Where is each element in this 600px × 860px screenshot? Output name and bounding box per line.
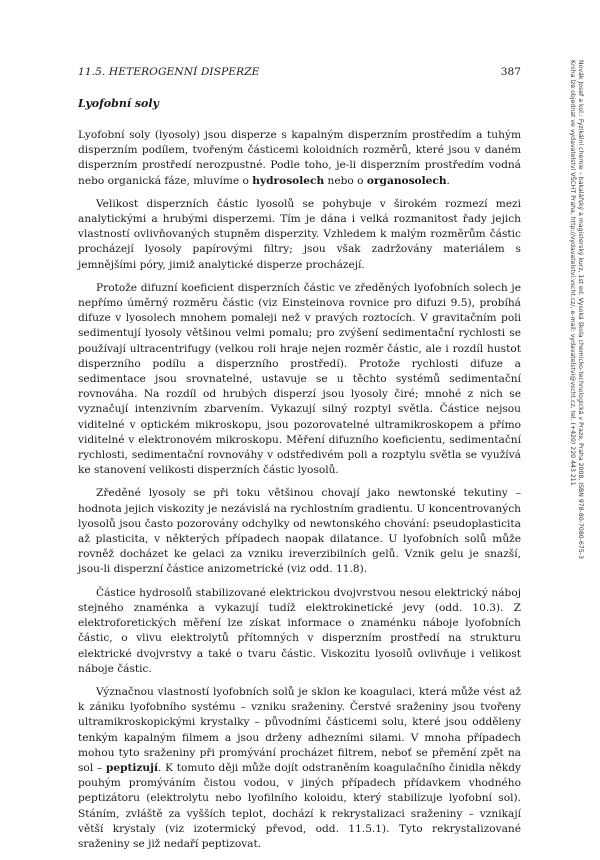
paragraph-4: Zředěné lyosoly se při toku většinou chovají jako newtonské tekutiny – hodnota jejich viskozity je nezávislá na rychlostním gradientu. U koncentrovaných lyosolů jsou často pozorovány odchylky od newtonského chování: pseudoplasticita až plasticita, v některých případech naopak dilatance. U lyofobních solů může rovněž docházet ke gelaci za vzniku ireverzibilních gelů. Vznik gelu je snazší, jsou-li disperzní částice anizometrické (viz odd. 11.8). — [78, 487, 521, 576]
term-organosols: organosolech — [366, 174, 447, 187]
paragraph-5: Částice hydrosolů stabilizované elektrickou dvojvrstvou nesou elektrický náboj stejného znaménka a vykazují tudíž elektrokinetické jevy (odd. 10.3). Z elektroforetických měření lze získat informace o znaménku náboje lyofobních částic, o vlivu elektrolytů přítomných v disperzním prostředí na strukturu elektrické dvojvrstvy a také o tvaru částic. Viskozitu lyosolů ovlivňuje i velikost náboje částic. — [78, 586, 521, 675]
paragraph-1-text-a: Lyofobní soly (lyosoly) jsou disperze s kapalným disperzním prostředím a tuhým disperzním podílem, tvořeným částicemi koloidních rozměrů, které jsou v daném disperzním prostředí nerozpustné. Podle toho, je-li disperzním prostředím vodná nebo organická fáze, mluvíme o — [78, 129, 521, 187]
chapter-heading: 11.5. HETEROGENNÍ DISPERZE — [78, 66, 260, 78]
paragraph-1-text-c: nebo o — [324, 174, 367, 187]
term-hydrosols: hydrosolech — [252, 174, 325, 187]
paragraph-6-text-c: . K tomuto ději může dojít odstraněním koagulačního činidla někdy pouhým promýváním čistou vodou, v jiných případech přídavkem vhodného peptizátoru (elektrolytu nebo lyofilního koloidu, který stabilizuje lyofobní sol). Stáním, zvláště za vyšších teplot, dochází k rekrystalizaci sraženiny – vznikají větší krystaly (viz izotermický převod, odd. 11.5.1). Tyto rekrystalizované sraženiny se již nedaří peptizovat. — [78, 761, 521, 850]
paragraph-1-text-d: . — [446, 174, 450, 187]
paragraph-6-text-a: Význačnou vlastností lyofobních solů je sklon ke koagulaci, která může vést až k zániku lyofobního systému – vzniku sraženiny. Čerstvé sraženiny jsou tvořeny ultramikroskopickými krystalky – původními částicemi solu, které jsou odděleny tenkým kapalným filmem a jsou drženy adhezními silami. V mnoha případech mohou tyto sraženiny při promývání procházet filtrem, neboť se přemění zpět na sol – — [78, 685, 521, 774]
term-peptize: peptizují — [105, 761, 158, 774]
running-header — [78, 66, 521, 80]
order-info-line: Kniha lze objednat ve vydavatelství VŠCHT Praha, http://vydavatelstvi.vscht.cz/, e-mail: vydavatelstvi@vscht.cz, tel. (+420) 220 443 211 — [569, 60, 576, 486]
citation-line: Novák Josef a kol.: Fyzikální chemie – bakalářský a magisterský kurz, 1st ed. Vysoká škola chemicko-technologická v Praze, Praha 2008, ISBN 978-80-7080-675-3 — [577, 60, 584, 559]
paragraph-3: Protože difuzní koeficient disperzních částic ve zředěných lyofobních solech je nepřímo úměrný rozměru částic (viz Einsteinova rovnice pro difuzi 9.5), probíhá difuze v lyosolech mnohem pomaleji než v pravých roztocích. V gravitačním poli sedimentují lyosoly většinou velmi pomalu; pro zvýšení sedimentační rychlosti se používají ultracentrifugy (velkou roli hraje nejen rozměr částic, ale i rozdíl hustot disperzního podílu a disperzního prostředí). Protože rychlosti difuze a sedimentace jsou srovnatelné, ustavuje se u těchto systémů sedimentační rovnováha. Na rozdíl od hrubých disperzí jsou lyosoly čiré; mnohé z nich se vyznačují intenzivním zbarvením. Vykazují silný rozptyl světla. Částice nejsou viditelné v optickém mikroskopu, jsou pozorovatelné ultramikroskopem a přímo viditelné v elektronovém mikroskopu. Měření difuzního koeficientu, sedimentační rychlosti, sedimentační rovnováhy v odstředivém poli a rozptylu světla se využívá ke stanovení velikosti disperzních částic lyosolů. — [78, 281, 521, 477]
paragraph-1 — [78, 128, 521, 189]
paragraph-6 — [78, 685, 521, 852]
paragraph-2: Velikost disperzních částic lyosolů se pohybuje v širokém rozmezí mezi analytickými a hrubými disperzemi. Tím je dána i velká rozmanitost řady jejich vlastností ovlivňovaných stupněm disperzity. Vzhledem k malým rozměrům částic procházejí lyosoly papírovými filtry; jsou však zadržovány materiálem s jemnějšími póry, jimiž analytické disperze procházejí. — [78, 197, 521, 271]
page-number: 387 — [500, 66, 521, 78]
section-title: Lyofobní soly — [78, 97, 159, 110]
body-text — [78, 128, 521, 860]
side-margin-note — [560, 60, 586, 600]
